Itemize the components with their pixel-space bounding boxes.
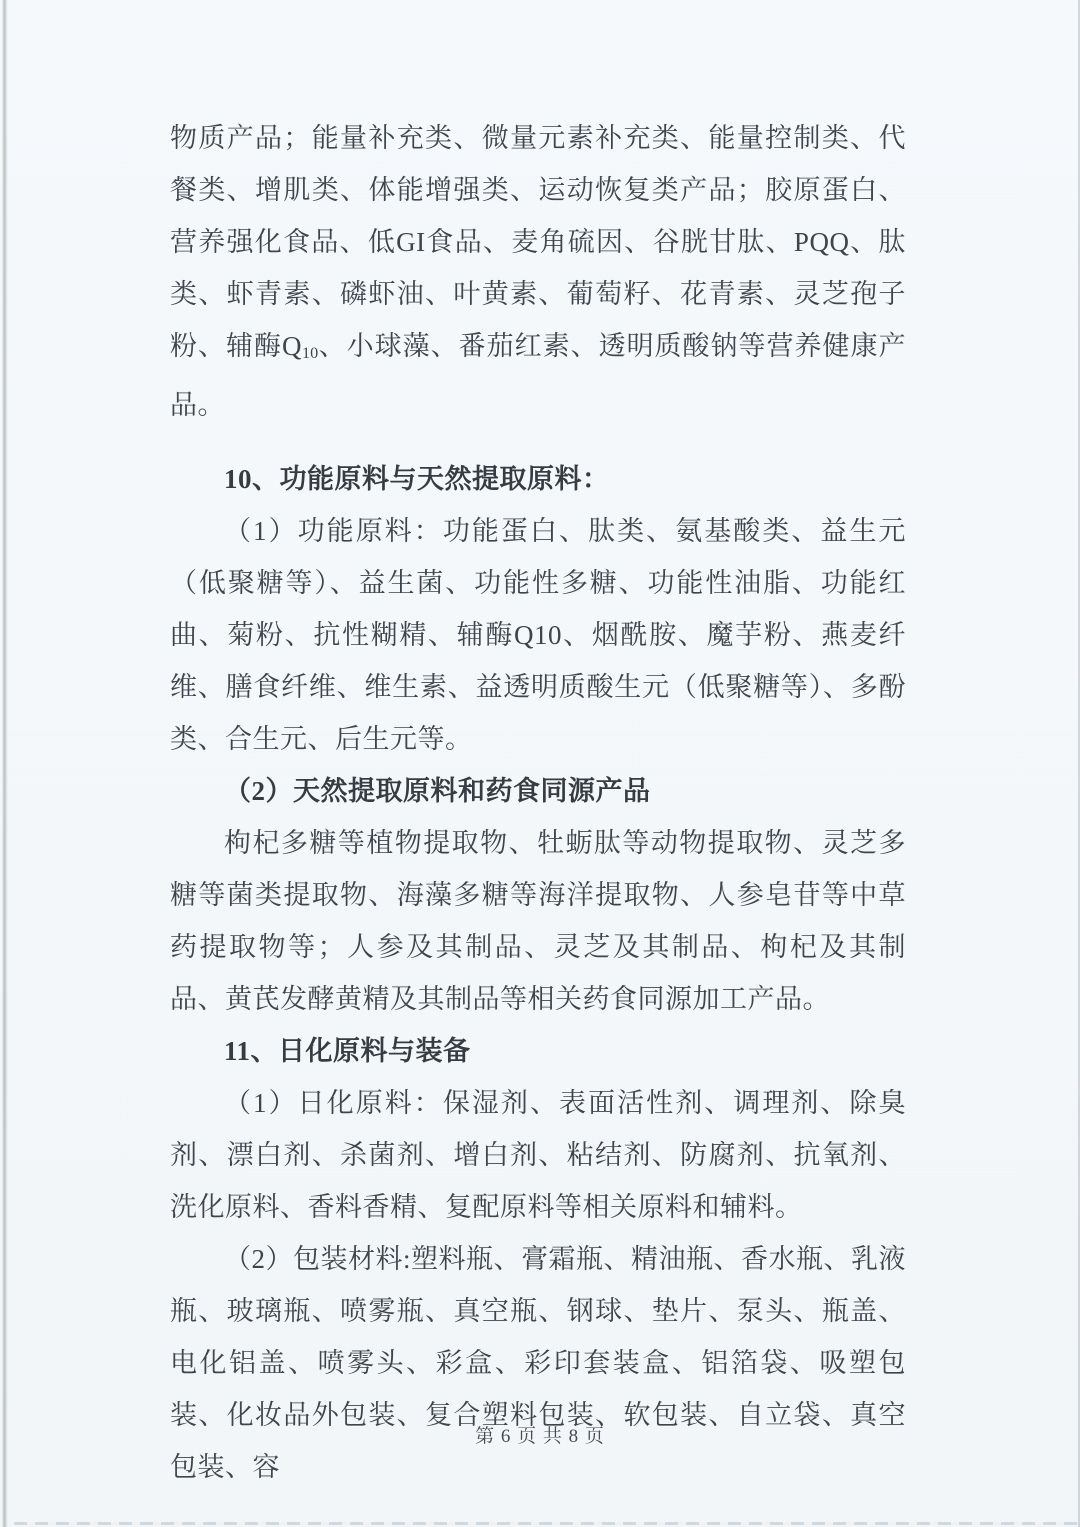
paragraph-packaging-materials xyxy=(170,1233,906,1493)
page-number: 第 6 页 共 8 页 xyxy=(475,1426,605,1447)
text-run: 枸杞多糖等植物提取物、牡蛎肽等动物提取物、灵芝多糖等菌类提取物、海藻多糖等海洋提取物、人参皂苷等中草药提取物等；人参及其制品、灵芝及其制品、枸杞及其制品、黄芪发酵黄精及其制品等相关药食同源加工产品。 xyxy=(170,827,906,1014)
text-run: （2）天然提取原料和药食同源产品 xyxy=(224,775,651,806)
text-run: （2）包装材料:塑料瓶、膏霜瓶、精油瓶、香水瓶、乳液瓶、玻璃瓶、喷雾瓶、真空瓶、钢球、垫片、泵头、瓶盖、电化铝盖、喷雾头、彩盒、彩印套装盒、铝箔袋、吸塑包装、化妆品外包装、复合塑料包装、软包装、自立袋、真空包装、容 xyxy=(170,1243,907,1482)
document-body xyxy=(170,112,906,1493)
paragraph-natural-extracts xyxy=(170,817,906,1025)
paragraph-nutrition-products-continuation xyxy=(170,112,906,431)
page-footer xyxy=(0,1424,1080,1450)
subscript-text: 10 xyxy=(301,343,319,362)
text-run: （1）功能原料：功能蛋白、肽类、氨基酸类、益生元（低聚糖等）、益生菌、功能性多糖、功能性油脂、功能红曲、菊粉、抗性糊精、辅酶Q10、烟酰胺、魔芋粉、燕麦纤维、膳食纤维、维生素、益透明质酸生元（低聚糖等）、多酚类、合生元、后生元等。 xyxy=(170,515,906,754)
paragraph-daily-chemical-ingredients xyxy=(170,1077,906,1233)
heading-section-10 xyxy=(170,453,906,505)
text-run: （1）日化原料：保湿剂、表面活性剂、调理剂、除臭剂、漂白剂、杀菌剂、增白剂、粘结剂、防腐剂、抗氧剂、洗化原料、香料香精、复配原料等相关原料和辅料。 xyxy=(170,1087,906,1222)
text-run: 、小球藻、番茄红素、透明质酸钠等营养健康产品。 xyxy=(170,331,906,420)
text-run: 物质产品；能量补充类、微量元素补充类、能量控制类、代餐类、增肌类、体能增强类、运动恢复类产品；胶原蛋白、营养强化食品、低GI食品、麦角硫因、谷胱甘肽、PQQ、肽类、虾青素、磷虾油、叶黄素、葡萄籽、花青素、灵芝孢子粉、辅酶Q xyxy=(170,123,906,361)
scan-edge-artifact-bottom xyxy=(14,1522,1080,1525)
text-run: 10、功能原料与天然提取原料： xyxy=(224,463,610,494)
heading-section-11 xyxy=(170,1025,906,1077)
text-run: 11、日化原料与装备 xyxy=(224,1035,471,1066)
paragraph-functional-ingredients xyxy=(170,505,906,765)
heading-natural-extracts xyxy=(170,765,906,817)
scan-edge-artifact-left xyxy=(2,0,8,1527)
